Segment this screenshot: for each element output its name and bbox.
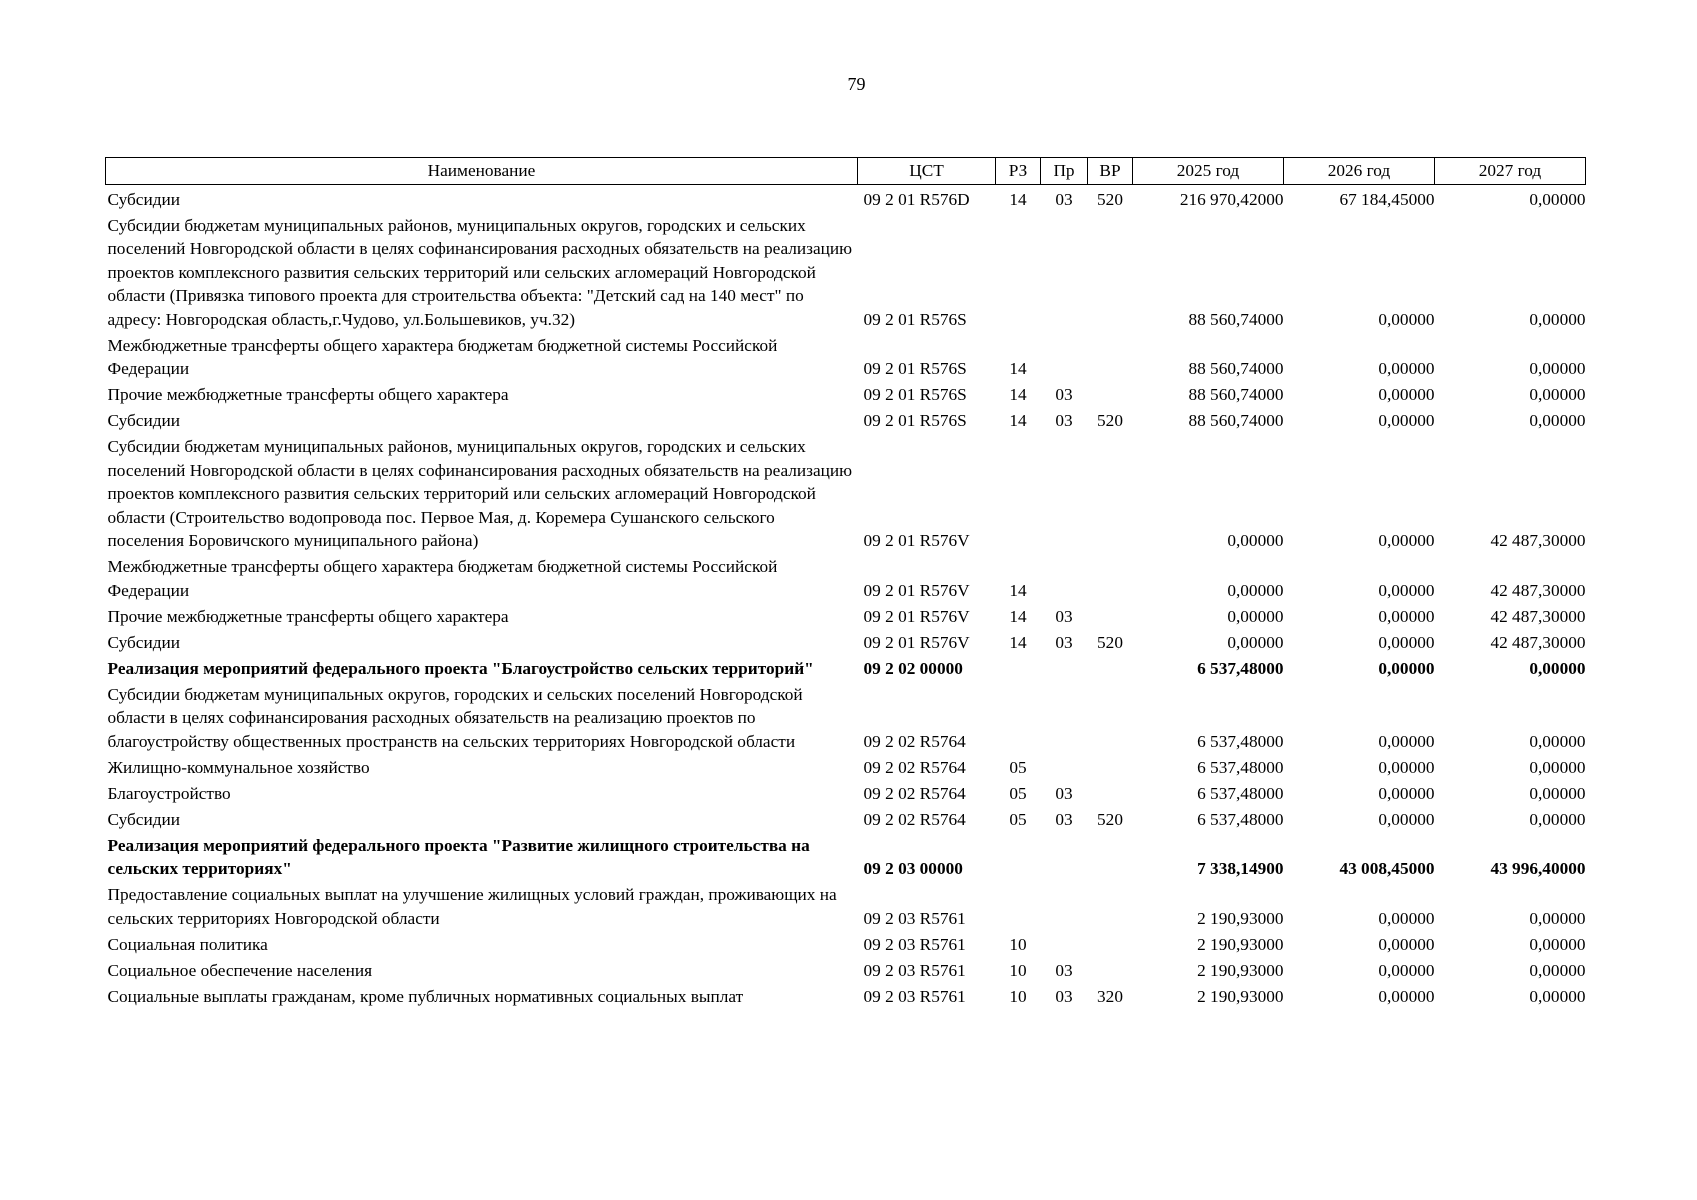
row-2026: 0,00000 [1378, 731, 1435, 751]
row-2026: 0,00000 [1378, 908, 1435, 928]
row-2027: 42 487,30000 [1490, 531, 1586, 550]
row-vr [1088, 881, 1133, 931]
row-name: Прочие межбюджетные трансферты общего характера [107, 606, 509, 626]
row-cst: 09 2 01 R576V [863, 632, 970, 652]
row-vr [1088, 930, 1133, 956]
row-2027: 0,00000 [1529, 359, 1586, 378]
header-name: Наименование [106, 158, 858, 185]
row-name: Предоставление социальных выплат на улучшение жилищных условий граждан, проживающих на сельских территориях Новгородской области [107, 885, 837, 928]
row-name: Субсидии бюджетам муниципальных округов, городских и сельских поселений Новгородской области в целях софинансирования расходных обязательств на реализацию проектов по благоустройству общественных пространств на сельских территориях Новгородской области [107, 684, 803, 751]
row-cst: 09 2 03 R5761 [863, 960, 966, 980]
row-vr: 520 [1097, 411, 1123, 430]
row-2025: 6 537,48000 [1197, 731, 1284, 751]
row-2027: 43 996,40000 [1490, 859, 1586, 878]
row-vr [1088, 753, 1133, 779]
table-row [106, 956, 1586, 982]
row-cst: 09 2 01 R576S [863, 359, 967, 378]
row-cst: 09 2 03 00000 [863, 859, 963, 878]
row-2027: 42 487,30000 [1490, 580, 1586, 600]
row-rz [996, 680, 1041, 753]
row-vr [1088, 680, 1133, 753]
row-name: Субсидии [107, 809, 181, 829]
row-vr [1088, 779, 1133, 805]
row-name: Социальные выплаты гражданам, кроме публичных нормативных социальных выплат [107, 986, 744, 1006]
row-rz: 05 [1009, 757, 1027, 777]
table-row [106, 628, 1586, 654]
header-vr: ВР [1088, 158, 1133, 185]
row-cst: 09 2 02 R5764 [863, 783, 966, 803]
table-row [106, 779, 1586, 805]
row-vr [1088, 553, 1133, 603]
row-name: Реализация мероприятий федерального проекта "Благоустройство сельских территорий" [107, 658, 814, 678]
row-cst: 09 2 01 R576V [863, 531, 970, 550]
row-2026: 0,00000 [1378, 658, 1435, 678]
row-vr [1088, 433, 1133, 553]
row-pr [1041, 753, 1088, 779]
row-vr [1088, 831, 1133, 881]
row-name: Реализация мероприятий федерального проекта "Развитие жилищного строительства на сельских территориях" [107, 835, 810, 878]
row-2026: 67 184,45000 [1339, 189, 1435, 209]
row-pr [1041, 553, 1088, 603]
header-rz: РЗ [996, 158, 1041, 185]
row-rz [996, 654, 1041, 680]
row-2026: 0,00000 [1378, 580, 1435, 600]
table-row [106, 331, 1586, 381]
row-pr: 03 [1055, 809, 1073, 829]
row-pr [1041, 881, 1088, 931]
row-name: Прочие межбюджетные трансферты общего характера [107, 385, 509, 404]
row-cst: 09 2 01 R576D [863, 189, 970, 209]
row-rz: 10 [1009, 934, 1027, 954]
header-cst: ЦСТ [858, 158, 996, 185]
row-rz [996, 211, 1041, 331]
row-2026: 0,00000 [1378, 757, 1435, 777]
table-header [106, 158, 1586, 185]
row-vr [1088, 654, 1133, 680]
row-name: Межбюджетные трансферты общего характера бюджетам бюджетной системы Российской Федерации [107, 335, 778, 378]
row-2026: 0,00000 [1378, 411, 1435, 430]
row-2025: 7 338,14900 [1197, 859, 1284, 878]
table-body [106, 185, 1586, 1009]
row-cst: 09 2 01 R576V [863, 606, 970, 626]
row-2025: 88 560,74000 [1188, 411, 1284, 430]
row-cst: 09 2 01 R576S [863, 411, 967, 430]
row-2027: 0,00000 [1529, 960, 1586, 980]
row-2026: 0,00000 [1378, 783, 1435, 803]
header-2026: 2026 год [1284, 158, 1435, 185]
row-2025: 6 537,48000 [1197, 757, 1284, 777]
row-vr: 320 [1097, 986, 1123, 1006]
row-2027: 0,00000 [1529, 189, 1586, 209]
row-2025: 0,00000 [1227, 531, 1284, 550]
row-2026: 0,00000 [1378, 960, 1435, 980]
row-2025: 6 537,48000 [1197, 809, 1284, 829]
row-2027: 0,00000 [1529, 385, 1586, 404]
row-name: Социальное обеспечение населения [107, 960, 373, 980]
page-number: 79 [847, 74, 866, 94]
row-2027: 0,00000 [1529, 908, 1586, 928]
row-pr [1041, 654, 1088, 680]
row-2027: 0,00000 [1529, 783, 1586, 803]
table-row [106, 185, 1586, 212]
row-2027: 0,00000 [1529, 986, 1586, 1006]
row-pr: 03 [1055, 986, 1073, 1006]
row-vr: 520 [1097, 632, 1123, 652]
row-cst: 09 2 03 R5761 [863, 934, 966, 954]
row-vr [1088, 956, 1133, 982]
row-2026: 0,00000 [1378, 632, 1435, 652]
row-rz: 10 [1009, 960, 1027, 980]
row-name: Субсидии [107, 632, 181, 652]
row-vr: 520 [1097, 189, 1123, 209]
row-2025: 216 970,42000 [1179, 189, 1284, 209]
row-pr: 03 [1055, 632, 1073, 652]
row-cst: 09 2 02 R5764 [863, 757, 966, 777]
row-cst: 09 2 03 R5761 [863, 986, 966, 1006]
row-2025: 0,00000 [1227, 606, 1284, 626]
table-row [106, 753, 1586, 779]
row-2025: 2 190,93000 [1197, 934, 1284, 954]
row-pr: 03 [1055, 189, 1073, 209]
row-2025: 0,00000 [1227, 632, 1284, 652]
table-row [106, 831, 1586, 881]
row-2025: 2 190,93000 [1197, 986, 1284, 1006]
row-rz: 14 [1009, 411, 1027, 430]
table-row [106, 881, 1586, 931]
row-name: Межбюджетные трансферты общего характера бюджетам бюджетной системы Российской Федерации [107, 557, 778, 600]
row-name: Социальная политика [107, 934, 268, 954]
header-2027: 2027 год [1435, 158, 1586, 185]
row-rz: 14 [1009, 385, 1027, 404]
row-2026: 0,00000 [1378, 531, 1435, 550]
row-vr [1088, 381, 1133, 407]
row-cst: 09 2 01 R576S [863, 309, 967, 329]
row-2026: 0,00000 [1378, 606, 1435, 626]
row-name: Субсидии бюджетам муниципальных районов, муниципальных округов, городских и сельских поселений Новгородской области в целях софинансирования расходных обязательств на реализацию проектов комплексного развития сельских территорий или сельских агломераций Новгородской области (Привязка типового проекта для строительства объекта: "Детский сад на 140 мест" по адресу: Новгородская область,г.Чудово, ул.Большевиков, уч.32) [107, 215, 853, 329]
table-row [106, 654, 1586, 680]
row-name: Субсидии [107, 189, 181, 209]
row-2027: 42 487,30000 [1490, 606, 1586, 626]
row-2025: 6 537,48000 [1197, 783, 1284, 803]
row-pr [1041, 331, 1088, 381]
row-rz [996, 831, 1041, 881]
row-cst: 09 2 02 00000 [863, 658, 963, 678]
row-pr [1041, 930, 1088, 956]
row-rz: 14 [1009, 580, 1027, 600]
row-pr: 03 [1055, 960, 1073, 980]
row-2025: 2 190,93000 [1197, 908, 1284, 928]
row-pr: 03 [1055, 411, 1073, 430]
row-2026: 0,00000 [1378, 809, 1435, 829]
row-cst: 09 2 03 R5761 [863, 908, 966, 928]
row-2027: 42 487,30000 [1490, 632, 1586, 652]
table-row [106, 433, 1586, 553]
row-rz: 05 [1009, 809, 1027, 829]
row-cst: 09 2 02 R5764 [863, 809, 966, 829]
row-name: Субсидии бюджетам муниципальных районов, муниципальных округов, городских и сельских поселений Новгородской области в целях софинансирования расходных обязательств на реализацию проектов комплексного развития сельских территорий или сельских агломераций Новгородской области (Строительство водопровода пос. Первое Мая, д. Коремера Сушанского сельского поселения Боровичского муниципального района) [107, 437, 853, 550]
table-row [106, 407, 1586, 433]
row-2027: 0,00000 [1529, 731, 1586, 751]
row-rz: 14 [1009, 189, 1027, 209]
row-2025: 88 560,74000 [1188, 359, 1284, 378]
row-2026: 43 008,45000 [1339, 859, 1435, 878]
row-pr: 03 [1055, 606, 1073, 626]
row-pr [1041, 211, 1088, 331]
row-2026: 0,00000 [1378, 359, 1435, 378]
row-2027: 0,00000 [1529, 757, 1586, 777]
table-row [106, 553, 1586, 603]
row-pr [1041, 831, 1088, 881]
row-rz [996, 433, 1041, 553]
row-vr: 520 [1097, 809, 1123, 829]
row-2026: 0,00000 [1378, 934, 1435, 954]
row-name: Субсидии [107, 411, 181, 430]
row-cst: 09 2 01 R576S [863, 385, 967, 404]
row-name: Благоустройство [107, 783, 231, 803]
table-row [106, 680, 1586, 753]
row-2025: 6 537,48000 [1197, 658, 1284, 678]
row-rz: 14 [1009, 632, 1027, 652]
row-2027: 0,00000 [1529, 658, 1586, 678]
row-2027: 0,00000 [1529, 934, 1586, 954]
row-2025: 88 560,74000 [1188, 385, 1284, 404]
table-row [106, 211, 1586, 331]
row-2026: 0,00000 [1378, 385, 1435, 404]
row-name: Жилищно-коммунальное хозяйство [107, 757, 370, 777]
row-pr: 03 [1055, 385, 1073, 404]
row-cst: 09 2 01 R576V [863, 580, 970, 600]
table-row [106, 381, 1586, 407]
header-pr: Пр [1041, 158, 1088, 185]
row-2025: 88 560,74000 [1188, 309, 1284, 329]
row-rz [996, 881, 1041, 931]
row-vr [1088, 602, 1133, 628]
row-vr [1088, 331, 1133, 381]
row-2027: 0,00000 [1529, 809, 1586, 829]
table-row [106, 602, 1586, 628]
row-2025: 0,00000 [1227, 580, 1284, 600]
row-2026: 0,00000 [1378, 309, 1435, 329]
row-rz: 05 [1009, 783, 1027, 803]
row-rz: 10 [1009, 986, 1027, 1006]
table-row [106, 982, 1586, 1008]
row-cst: 09 2 02 R5764 [863, 731, 966, 751]
header-2025: 2025 год [1133, 158, 1284, 185]
table-row [106, 805, 1586, 831]
table-row [106, 930, 1586, 956]
budget-table [105, 157, 1586, 1008]
row-2027: 0,00000 [1529, 309, 1586, 329]
row-2025: 2 190,93000 [1197, 960, 1284, 980]
row-rz: 14 [1009, 606, 1027, 626]
row-rz: 14 [1009, 359, 1027, 378]
row-pr: 03 [1055, 783, 1073, 803]
row-pr [1041, 433, 1088, 553]
row-2026: 0,00000 [1378, 986, 1435, 1006]
row-pr [1041, 680, 1088, 753]
row-vr [1088, 211, 1133, 331]
row-2027: 0,00000 [1529, 411, 1586, 430]
